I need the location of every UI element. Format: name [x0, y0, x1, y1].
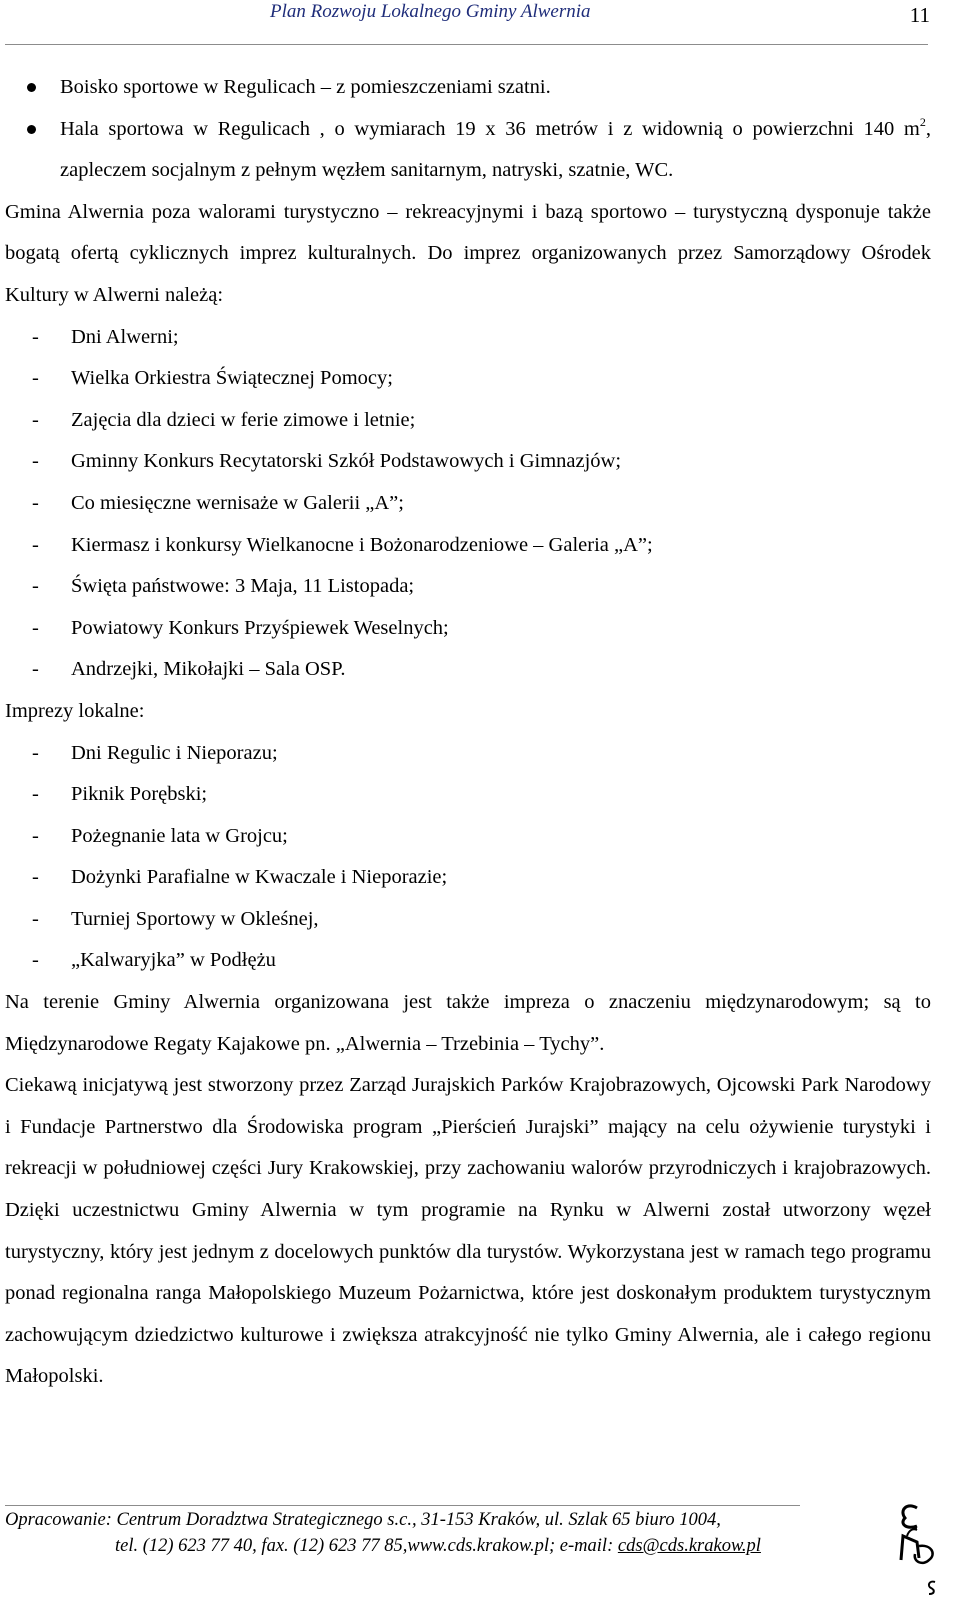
footer-contact	[115, 1536, 761, 1557]
list-item-text: Zajęcia dla dzieci w ferie zimowe i letnie;	[71, 408, 416, 431]
list-item-text: Turniej Sportowy w Okleśnej,	[71, 907, 319, 930]
header-title: Plan Rozwoju Lokalnego Gminy Alwernia	[270, 1, 591, 22]
footer-contact-text: tel. (12) 623 77 40, fax. (12) 623 77 85,www.cds.krakow.pl; e-mail:	[115, 1536, 618, 1556]
list-item	[5, 816, 931, 858]
list-item	[5, 608, 931, 650]
list-item-text: Andrzejki, Mikołajki – Sala OSP.	[71, 658, 346, 681]
dash-marker: -	[32, 741, 39, 764]
list-item-text: , zapleczem socjalnym z pełnym węzłem sanitarnym, natryski, szatnie, WC.	[60, 117, 931, 182]
facilities-list	[5, 67, 931, 192]
footer-divider	[5, 1505, 800, 1506]
list-item-text: Co miesięczne wernisaże w Galerii „A”;	[71, 491, 404, 514]
paragraph: Na terenie Gminy Alwernia organizowana jest także impreza o znaczeniu międzynarodowym; są to Międzynarodowe Regaty Kajakowe pn. „Alwernia – Trzebinia – Tychy”.	[5, 991, 931, 1055]
bullet-icon	[27, 83, 36, 92]
dash-marker: -	[32, 325, 39, 348]
list-item-text: Dożynki Parafialne w Kwaczale i Nieporazie;	[71, 866, 448, 889]
document-body	[5, 67, 931, 1398]
dash-marker: -	[32, 907, 39, 930]
superscript: 2	[919, 114, 926, 129]
dash-marker: -	[32, 450, 39, 473]
dash-marker: -	[32, 491, 39, 514]
paragraph: Gmina Alwernia poza walorami turystyczno – rekreacyjnymi i bazą sportowo – turystyczną dysponuje także bogatą ofertą cyklicznych imprez kulturalnych. Do imprez organizowanych przez Samorządowy Ośrodek Kultury w Alwerni należą:	[5, 200, 931, 306]
list-item	[5, 441, 931, 483]
list-item	[5, 67, 931, 109]
list-item	[5, 525, 931, 567]
list-item-text: Powiatowy Konkurs Przyśpiewek Weselnych;	[71, 616, 449, 639]
list-item-text: Pożegnanie lata w Grojcu;	[71, 824, 288, 847]
list-item	[5, 899, 931, 941]
local-events-list	[5, 733, 931, 983]
list-item	[5, 109, 931, 192]
list-item-text: Boisko sportowe w Regulicach – z pomieszczeniami szatni.	[60, 76, 551, 98]
dash-marker: -	[32, 866, 39, 889]
list-item-text: Dni Alwerni;	[71, 325, 179, 348]
list-item	[5, 317, 931, 359]
dash-marker: -	[32, 658, 39, 681]
list-item-text: Hala sportowa w Regulicach , o wymiarach 19 x 36 metrów i z widownią o powierzchni 140 m	[60, 117, 920, 140]
paragraph: Ciekawą inicjatywą jest stworzony przez Zarząd Jurajskich Parków Krajobrazowych, Ojcowski Park Narodowy i Fundacje Partnerstwo dla Środowiska program „Pierścień Jurajski” mający na celu ożywienie turystyki i rekreacji w południowej części Jury Krakowskiej, przy zachowaniu walorów przyrodniczych i krajobrazowych. Dzięki uczestnictwu Gminy Alwernia w tym programie na Rynku w Alwerni został utworzony węzeł turystyczny, który jest jednym z docelowych punktów dla turystów. Wykorzystana jest w ramach tego programu ponad regionalna ranga Małopolskiego Muzeum Pożarnictwa, które jest doskonałym produktem turystycznym zachowującym dziedzictwo kulturowe i zwiększa atrakcyjność nie tylko Gminy Alwernia, ale i całego regionu Małopolski.	[5, 1074, 931, 1388]
dash-marker: -	[32, 616, 39, 639]
list-item-text: Dni Regulic i Nieporazu;	[71, 741, 278, 764]
dash-marker: -	[32, 783, 39, 806]
list-item	[5, 358, 931, 400]
list-item-text: „Kalwaryjka” w Podłężu	[71, 949, 276, 972]
list-item-text: Gminny Konkurs Recytatorski Szkół Podstawowych i Gimnazjów;	[71, 450, 622, 473]
cds-logo-icon	[877, 1488, 947, 1603]
list-item	[5, 649, 931, 691]
header-divider	[5, 44, 928, 45]
list-item	[5, 940, 931, 982]
list-item-text: Piknik Porębski;	[71, 783, 208, 806]
list-item-text: Wielka Orkiestra Świątecznej Pomocy;	[71, 367, 393, 390]
page-footer	[5, 1498, 950, 1608]
list-item	[5, 774, 931, 816]
list-item	[5, 857, 931, 899]
dash-marker: -	[32, 367, 39, 390]
dash-marker: -	[32, 824, 39, 847]
section-heading: Imprezy lokalne:	[5, 699, 145, 722]
page-number: 11	[909, 3, 930, 27]
list-item	[5, 400, 931, 442]
footer-email-link[interactable]: cds@cds.krakow.pl	[617, 1536, 761, 1556]
bullet-icon	[27, 125, 36, 134]
list-item	[5, 733, 931, 775]
list-item-text: Kiermasz i konkursy Wielkanocne i Bożonarodzeniowe – Galeria „A”;	[71, 533, 653, 556]
dash-marker: -	[32, 575, 39, 598]
list-item-text: Święta państwowe: 3 Maja, 11 Listopada;	[71, 575, 415, 598]
dash-marker: -	[32, 949, 39, 972]
dash-marker: -	[32, 533, 39, 556]
footer-address: Opracowanie: Centrum Doradztwa Strategicznego s.c., 31-153 Kraków, ul. Szlak 65 biuro 1004,	[5, 1510, 721, 1530]
page-header	[0, 0, 940, 46]
events-list	[5, 317, 931, 691]
dash-marker: -	[32, 408, 39, 431]
list-item	[5, 483, 931, 525]
list-item	[5, 566, 931, 608]
